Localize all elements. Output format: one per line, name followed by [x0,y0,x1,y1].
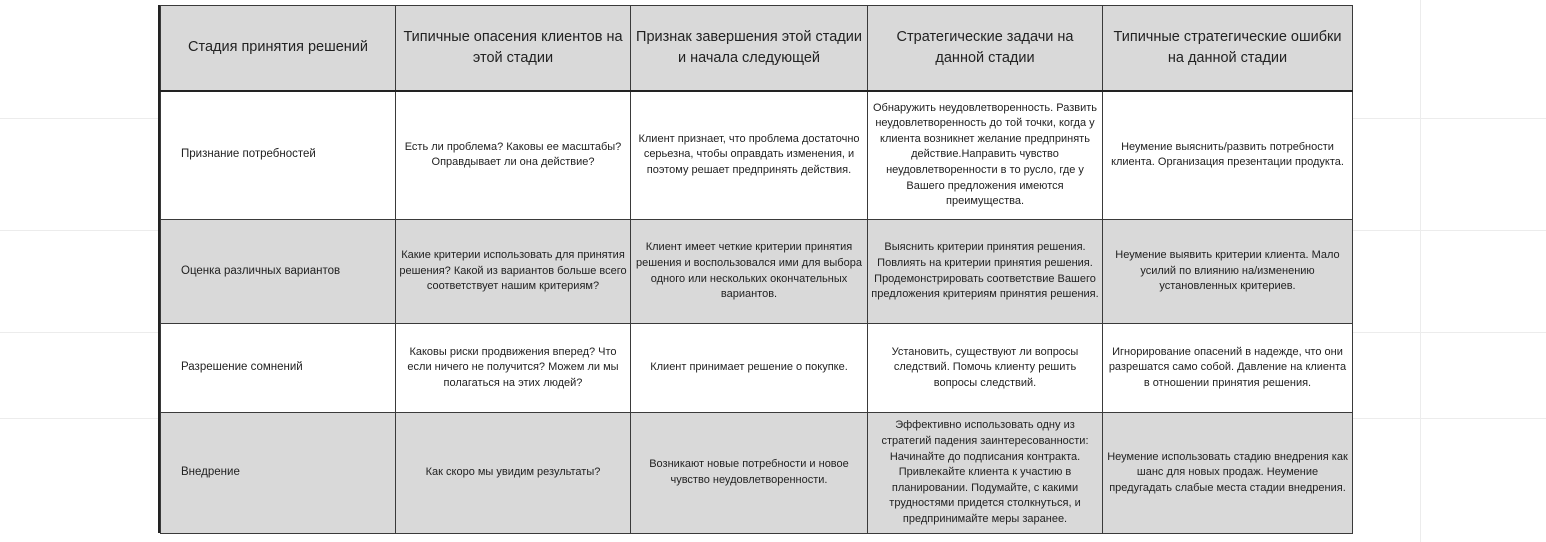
stage-cell[interactable]: Оценка различных вариантов [161,220,396,324]
completion-cell[interactable]: Клиент принимает решение о покупке. [631,324,868,413]
header-row [161,6,1353,91]
stage-cell[interactable]: Внедрение [161,413,396,534]
header-cell[interactable]: Типичные стратегические ошибки на данной стадии [1103,6,1353,91]
mistakes-cell[interactable]: Неумение выяснить/развить потребности клиента. Организация презентации продукта. [1103,91,1353,220]
table-row [161,91,1353,220]
header-cell[interactable]: Признак завершения этой стадии и начала следующей [631,6,868,91]
header-cell[interactable]: Стадия принятия решений [161,6,396,91]
stage-cell[interactable]: Признание потребностей [161,91,396,220]
table-row [161,324,1353,413]
concerns-cell[interactable]: Каковы риски продвижения вперед? Что если ничего не получится? Можем ли мы полагаться на этих людей? [396,324,631,413]
concerns-cell[interactable]: Как скоро мы увидим результаты? [396,413,631,534]
concerns-cell[interactable]: Какие критерии использовать для принятия решения? Какой из вариантов больше всего соответствует нашим критериям? [396,220,631,324]
tasks-cell[interactable]: Эффективно использовать одну из стратегий падения заинтересованности: Начинайте до подписания контракта. Привлекайте клиента к участию в планировании. Подумайте, с какими трудностями придется столкнуться, и предпринимайте меры заранее. [868,413,1103,534]
header-cell[interactable]: Типичные опасения клиентов на этой стадии [396,6,631,91]
concerns-cell[interactable]: Есть ли проблема? Каковы ее масштабы? Оправдывает ли она действие? [396,91,631,220]
table-row [161,413,1353,534]
completion-cell[interactable]: Клиент имеет четкие критерии принятия решения и воспользовался ими для выбора одного или нескольких окончательных вариантов. [631,220,868,324]
tasks-cell[interactable]: Обнаружить неудовлетворенность. Развить неудовлетворенность до той точки, когда у клиента возникнет желание предпринять действие.Направить чувство неудовлетворенности в то русло, где у Вашего предложения имеются преимущества. [868,91,1103,220]
mistakes-cell[interactable]: Неумение выявить критерии клиента. Мало усилий по влиянию на/изменению установленных критериев. [1103,220,1353,324]
tasks-cell[interactable]: Выяснить критерии принятия решения. Повлиять на критерии принятия решения. Продемонстрировать соответствие Вашего предложения критериям принятия решения. [868,220,1103,324]
completion-cell[interactable]: Возникают новые потребности и новое чувство неудовлетворенности. [631,413,868,534]
header-cell[interactable]: Стратегические задачи на данной стадии [868,6,1103,91]
mistakes-cell[interactable]: Игнорирование опасений в надежде, что они разрешатся само собой. Давление на клиента в отношении принятия решения. [1103,324,1353,413]
mistakes-cell[interactable]: Неумение использовать стадию внедрения как шанс для новых продаж. Неумение предугадать слабые места стадии внедрения. [1103,413,1353,534]
completion-cell[interactable]: Клиент признает, что проблема достаточно серьезна, чтобы оправдать изменения, и поэтому решает предпринять действия. [631,91,868,220]
table-row [161,220,1353,324]
decision-stages-table [160,5,1353,534]
stage-cell[interactable]: Разрешение сомнений [161,324,396,413]
tasks-cell[interactable]: Установить, существуют ли вопросы следствий. Помочь клиенту решить вопросы следствий. [868,324,1103,413]
